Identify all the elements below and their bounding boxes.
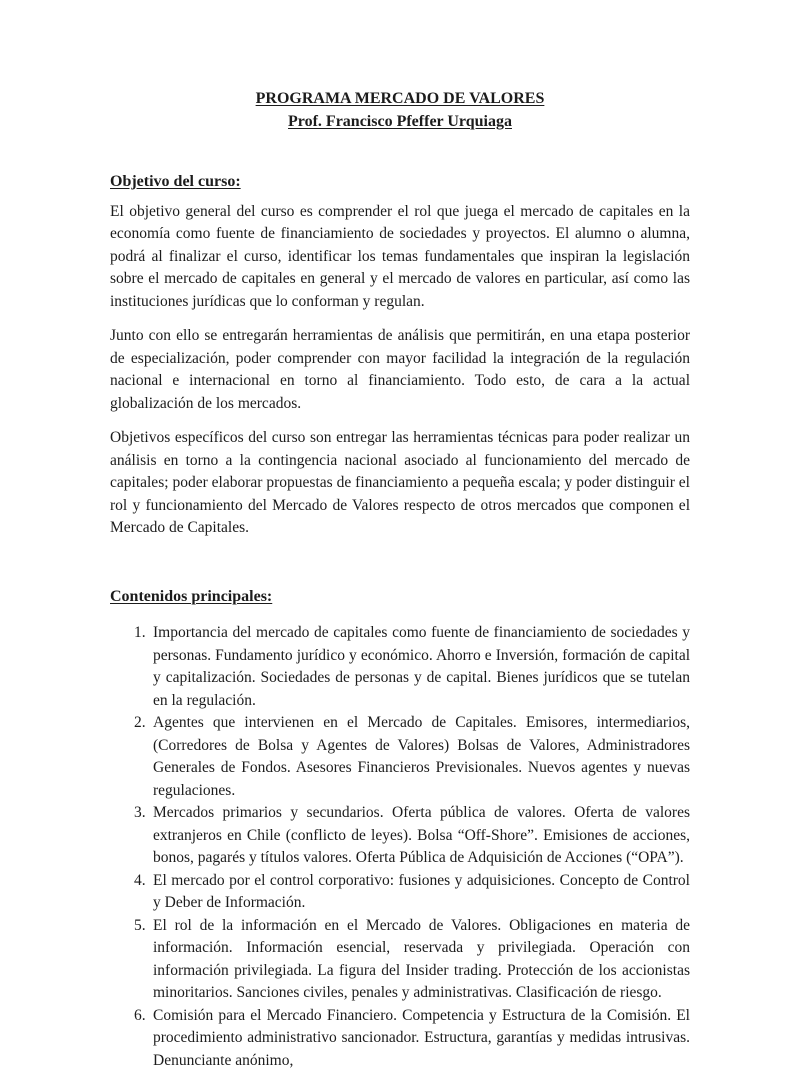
contenidos-heading: Contenidos principales: <box>110 586 690 609</box>
objetivo-paragraph-1: El objetivo general del curso es comprender el rol que juega el mercado de capitales en la economía como fuente de financiamiento de sociedades y proyectos. El alumno o alumna, podrá al finalizar el curso, identificar los temas fundamentales que inspiran la legislación sobre el mercado de capitales en general y el mercado de valores en particular, así como las instituciones jurídicas que lo conforman y regulan. <box>110 201 690 314</box>
list-item: Agentes que intervienen en el Mercado de Capitales. Emisores, intermediarios, (Corredores de Bolsa y Agentes de Valores) Bolsas de Valores, Administradores Generales de Fondos. Asesores Financieros Previsionales. Nuevos agentes y nuevas regulaciones. <box>110 712 690 802</box>
document-author: Prof. Francisco Pfeffer Urquiaga <box>110 111 690 134</box>
list-item: El mercado por el control corporativo: fusiones y adquisiciones. Concepto de Control y Deber de Información. <box>110 870 690 915</box>
contenidos-list <box>110 622 690 1072</box>
objetivo-paragraph-2: Junto con ello se entregarán herramientas de análisis que permitirán, en una etapa posterior de especialización, poder comprender con mayor facilidad la integración de la regulación nacional e internacional en torno al financiamiento. Todo esto, de cara a la actual globalización de los mercados. <box>110 325 690 415</box>
title-block <box>110 88 690 133</box>
list-item: Importancia del mercado de capitales como fuente de financiamiento de sociedades y personas. Fundamento jurídico y económico. Ahorro e Inversión, formación de capital y capitalización. Sociedades de personas y de capital. Bienes jurídicos que se tutelan en la regulación. <box>110 622 690 712</box>
document-title: PROGRAMA MERCADO DE VALORES <box>110 88 690 111</box>
section-contenidos <box>110 586 690 1072</box>
list-item: Comisión para el Mercado Financiero. Competencia y Estructura de la Comisión. El procedimiento administrativo sancionador. Estructura, garantías y medidas intrusivas. Denunciante anónimo, <box>110 1005 690 1072</box>
list-item: Mercados primarios y secundarios. Oferta pública de valores. Oferta de valores extranjeros en Chile (conflicto de leyes). Bolsa “Off-Shore”. Emisiones de acciones, bonos, pagarés y títulos valores. Oferta Pública de Adquisición de Acciones (“OPA”). <box>110 802 690 870</box>
objetivo-paragraph-3: Objetivos específicos del curso son entregar las herramientas técnicas para poder realizar un análisis en torno a la contingencia nacional asociado al funcionamiento del mercado de capitales; poder elaborar propuestas de financiamiento a pequeña escala; y poder distinguir el rol y funcionamiento del Mercado de Valores respecto de otros mercados que componen el Mercado de Capitales. <box>110 427 690 540</box>
section-objetivo <box>110 171 690 540</box>
objetivo-heading: Objetivo del curso: <box>110 171 690 194</box>
list-item: El rol de la información en el Mercado de Valores. Obligaciones en materia de información. Información esencial, reservada y privilegiada. Operación con información privilegiada. La figura del Insider trading. Protección de los accionistas minoritarios. Sanciones civiles, penales y administrativas. Clasificación de riesgo. <box>110 915 690 1005</box>
